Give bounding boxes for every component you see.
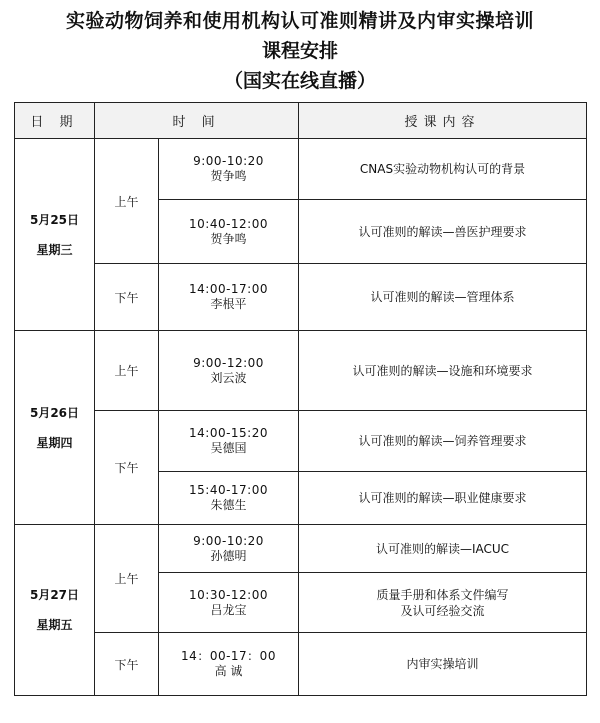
header-content: 授课内容 (299, 103, 587, 139)
time-cell (159, 525, 299, 573)
day-date: 5月26日 (29, 405, 80, 420)
topic-cell (299, 200, 587, 264)
slot-lecturer: 高 诚 (214, 664, 243, 678)
table-row (15, 633, 587, 696)
period-cell: 下午 (95, 264, 159, 331)
header-time: 时 间 (95, 103, 299, 139)
day-cell (15, 525, 95, 696)
day-weekday: 星期三 (36, 242, 73, 257)
table-row (15, 139, 587, 200)
slot-time: 9:00-10:20 (193, 154, 264, 168)
slot-topic: 认可准则的解读—IACUC (375, 541, 510, 556)
document-subtitle-live: （国实在线直播） (223, 70, 376, 92)
slot-topic: 认可准则的解读—饲养管理要求 (358, 434, 527, 448)
topic-cell (299, 264, 587, 331)
schedule-table (14, 102, 587, 696)
day-cell (15, 331, 95, 525)
slot-topic: 内审实操培训 (406, 657, 479, 671)
slot-lecturer: 李根平 (210, 297, 247, 311)
day-date: 5月27日 (29, 588, 80, 602)
table-row (15, 525, 587, 573)
time-cell (159, 200, 299, 264)
topic-cell (299, 472, 587, 525)
slot-topic-line2: 及认可经验交流 (400, 603, 485, 618)
slot-lecturer: 刘云波 (210, 370, 247, 385)
slot-lecturer: 朱德生 (210, 498, 247, 512)
time-cell (159, 264, 299, 331)
time-cell (159, 331, 299, 411)
period-cell: 上午 (95, 525, 159, 633)
slot-lecturer: 吴德国 (210, 441, 247, 455)
header-date: 日 期 (15, 103, 95, 139)
time-cell (159, 573, 299, 633)
topic-cell (299, 331, 587, 411)
slot-time: 9:00-10:20 (193, 533, 264, 548)
slot-time: 10:30-12:00 (189, 587, 268, 602)
slot-lecturer: 吕龙宝 (210, 602, 247, 617)
table-header-row (15, 103, 587, 139)
table-row (15, 264, 587, 331)
topic-cell (299, 573, 587, 633)
period-cell: 下午 (95, 633, 159, 696)
topic-cell (299, 633, 587, 696)
period-cell: 上午 (95, 331, 159, 411)
time-cell (159, 139, 299, 200)
day-weekday: 星期四 (36, 435, 73, 450)
table-row (15, 411, 587, 472)
slot-topic: 质量手册和体系文件编写 (376, 587, 509, 602)
document-subtitle: 课程安排 (261, 40, 338, 62)
table-row (15, 331, 587, 411)
topic-cell (299, 525, 587, 573)
topic-cell (299, 411, 587, 472)
slot-time: 14：00-17：00 (181, 649, 276, 663)
day-cell (15, 139, 95, 331)
slot-topic: 认可准则的解读—管理体系 (370, 290, 515, 304)
period-cell: 上午 (95, 139, 159, 264)
slot-topic: 认可准则的解读—设施和环境要求 (352, 363, 533, 378)
slot-topic: 认可准则的解读—职业健康要求 (358, 491, 527, 505)
slot-topic: 认可准则的解读—兽医护理要求 (358, 224, 527, 239)
time-cell (159, 411, 299, 472)
period-cell: 下午 (95, 411, 159, 525)
slot-lecturer: 贺争鸣 (210, 231, 247, 246)
slot-time: 9:00-12:00 (193, 355, 264, 370)
slot-topic: CNAS实验动物机构认可的背景 (359, 162, 526, 176)
slot-time: 14:00-17:00 (189, 282, 268, 296)
slot-time: 10:40-12:00 (189, 216, 268, 231)
topic-cell (299, 139, 587, 200)
day-weekday: 星期五 (36, 618, 73, 632)
slot-lecturer: 贺争鸣 (210, 169, 247, 183)
document-title: 实验动物饲养和使用机构认可准则精讲及内审实操培训 (65, 10, 534, 32)
slot-time: 14:00-15:20 (189, 426, 268, 440)
slot-lecturer: 孙德明 (210, 548, 247, 563)
day-date: 5月25日 (29, 212, 80, 227)
slot-time: 15:40-17:00 (189, 483, 268, 497)
time-cell (159, 633, 299, 696)
time-cell (159, 472, 299, 525)
